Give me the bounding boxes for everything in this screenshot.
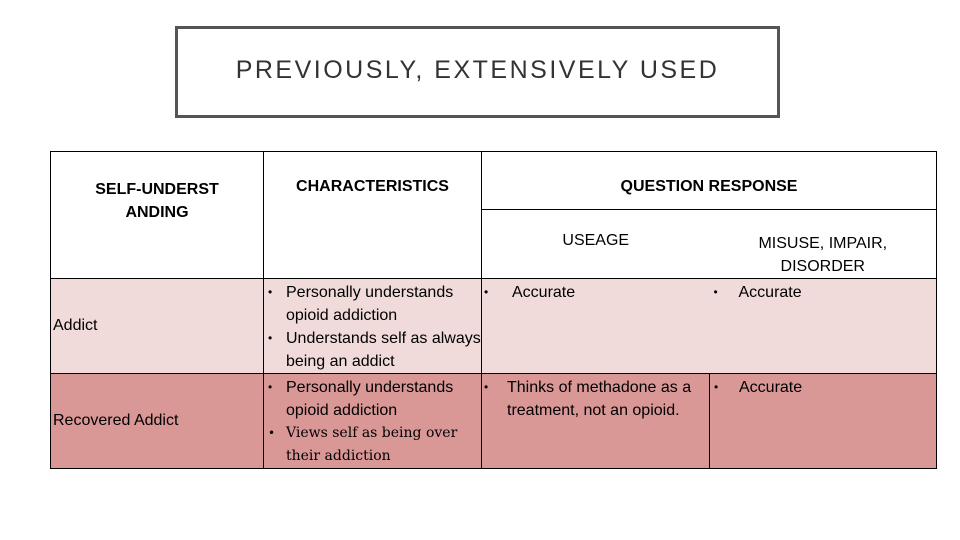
bullet-icon: • — [714, 380, 719, 394]
characteristics-cell — [264, 374, 482, 469]
list-item — [264, 327, 481, 373]
bullet-icon: • — [268, 380, 273, 394]
header-useage — [482, 210, 710, 279]
characteristics-list — [264, 376, 481, 468]
header-misuse — [710, 210, 937, 279]
table-row — [51, 279, 937, 374]
header-self-understanding — [51, 152, 264, 279]
characteristic-text: Understands self as always being an addict — [286, 330, 481, 370]
table-row — [51, 374, 937, 469]
bullet-icon: • — [713, 285, 718, 299]
useage-cell — [482, 374, 710, 469]
bullet-icon: • — [268, 426, 276, 440]
title-box — [175, 26, 780, 118]
header-useage-label: USEAGE — [562, 232, 630, 249]
characteristic-text: Personally understands opioid addiction — [286, 379, 454, 419]
misuse-text: Accurate — [739, 379, 803, 396]
misuse-text: Accurate — [738, 284, 802, 301]
useage-text: Accurate — [512, 284, 576, 301]
useage-cell — [482, 281, 710, 304]
slide-title: PREVIOUSLY, EXTENSIVELY USED — [235, 55, 720, 84]
characteristic-text: Personally understands opioid addiction — [286, 284, 454, 324]
header-characteristics-label: CHARACTERISTICS — [296, 178, 449, 195]
list-item — [264, 376, 481, 422]
bullet-icon: • — [484, 285, 489, 299]
characteristics-list — [264, 281, 481, 373]
misuse-cell — [710, 281, 937, 304]
row-label-recovered-addict — [51, 374, 264, 469]
response-cell — [482, 279, 937, 374]
list-item — [264, 281, 481, 327]
useage-text: Thinks of methadone as a treatment, not an opioid. — [507, 379, 692, 419]
misuse-cell — [710, 374, 937, 469]
header-question-response — [482, 152, 937, 210]
row-label-text: Recovered Addict — [53, 412, 179, 429]
header-self-understanding-label: SELF-UNDERSTANDING — [95, 181, 219, 221]
comparison-table — [50, 151, 937, 469]
characteristics-cell — [264, 279, 482, 374]
header-misuse-label: MISUSE, IMPAIR, DISORDER — [758, 235, 888, 275]
row-label-addict — [51, 279, 264, 374]
header-question-response-label: QUESTION RESPONSE — [620, 178, 798, 195]
header-characteristics — [264, 152, 482, 279]
bullet-icon: • — [268, 285, 273, 299]
bullet-icon: • — [268, 331, 273, 345]
bullet-icon: • — [484, 380, 489, 394]
characteristic-text: Views self as being over their addiction — [286, 425, 458, 464]
list-item — [264, 422, 481, 468]
row-label-text: Addict — [53, 317, 98, 334]
